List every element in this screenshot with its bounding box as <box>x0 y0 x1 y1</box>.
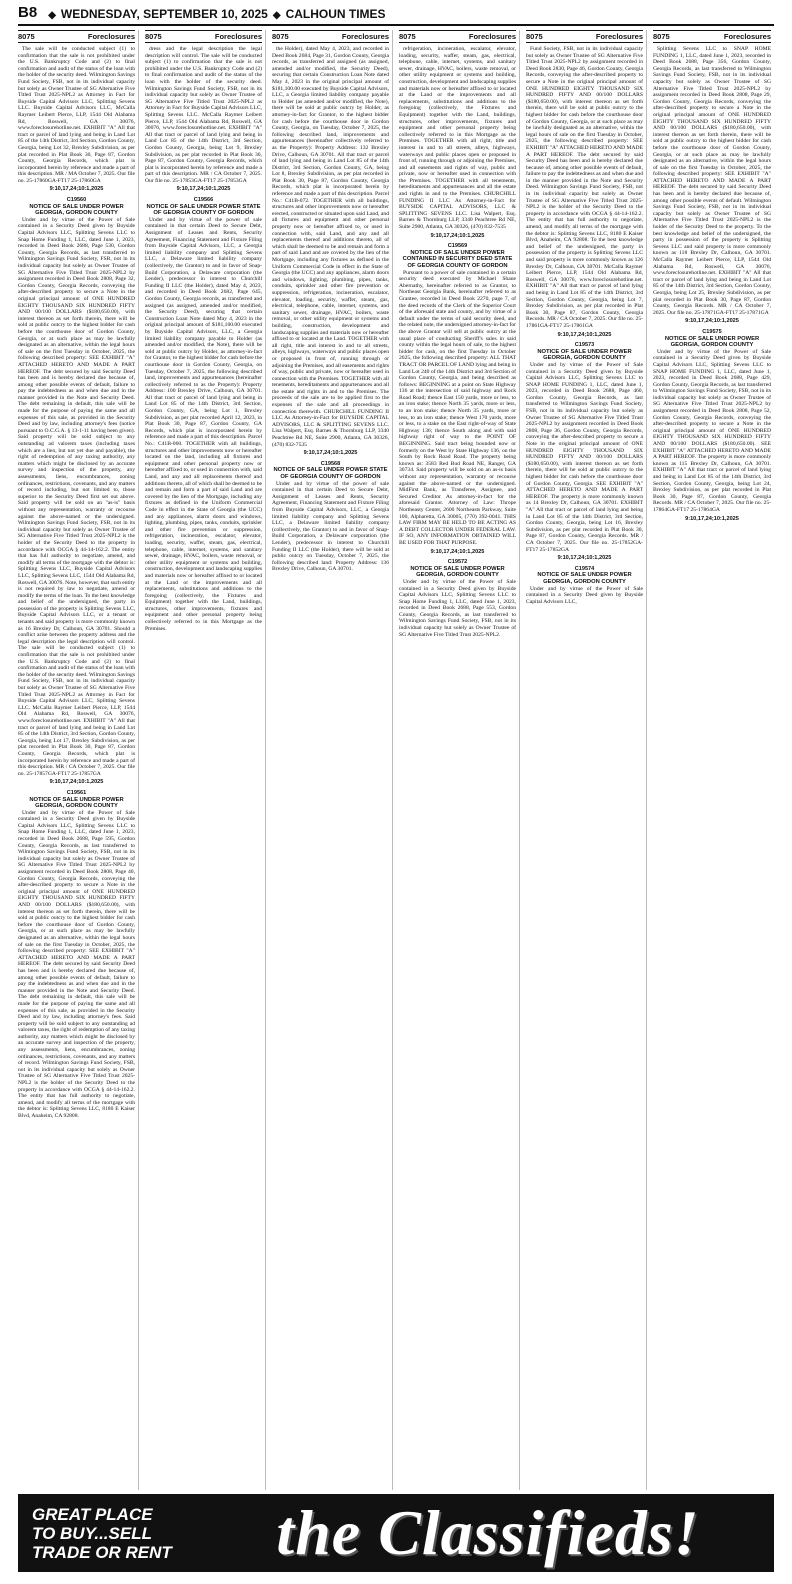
legal-notice <box>653 329 771 522</box>
run-dates: 9:10,17,24;10:1,2025 <box>557 331 612 338</box>
notice-title: NOTICE OF SALE UNDER POWER GEORGIA, GORDON COUNTY <box>664 335 760 349</box>
legal-notice <box>18 197 135 786</box>
notice-body: refrigeration, incineration, escalator, elevator, loading, security, waffer, steam, gas, electrical, telephone, cable, internet, systems, and sanitary sewer, drainage, HVAC, boilers, waste removal, or other utility equipment or systems and building, construction, development and landscaping supplies and materials now or hereafter affixed to or located at the Land or the improvements and all replacements, substitutions and additions to the foregoing (collectively, the Fixtures and Equipment) together with the Land, buildings, structures, other improvements, fixtures and equipment and other personal property being collectively referred to in this Mortgage as the Premises. TOGETHER with all right, title and interest in and to all streets, alleys, highways, waterways and public places open or proposed in front of, running through or adjoining the Premises, and all easements and rights of way, public and private, now or hereafter used in connection with the Premises. TOGETHER with all tenements, hereditaments and appurtenances and all the estate and rights in and to the Premises. CHURCHILL FUNDING II LLC As Attorney-in-Fact for BUYSIDE CAPITAL ADVISORS, LLC & SPLITTING SEVENS LLC. Lisa Walpert, Esq. Barnes & Thornburg LLP, 3340 Peachtree Rd NE, Suite 2900, Atlanta, GA 30326, (470) 832-7535 <box>399 46 516 231</box>
column-header <box>272 30 389 43</box>
notice-id: C19568 <box>320 460 341 467</box>
slogan-line: GREAT PLACE <box>32 1504 153 1524</box>
notice-body: Under and by virtue of the Power of Sale contained in a Security Deed given by Buyside Capital Advisors LLC, Splitting Sevens LLC to Snap Home Funding 1, LLC, dated June 1, 2023, recorded in Deed Book 2688, Page 595, Gordon County, Georgia Records, as last transferred to Wilmington Savings Fund Society, FSB, not in its individual capacity but solely as Owner Trustee of SG Alternative Five Titled Trust 2025-NPL2 by assignment recorded in Deed Book 2808, Page 40, Gordon County, Georgia Records, conveying the after-described property to secure a Note in the original principal amount of ONE HUNDRED EIGHTY THOUSAND SIX HUNDRED FIFTY AND 00/100 DOLLARS ($180,650.00), with interest thereon as set forth therein, there will be sold at public outcry to the highest bidder for cash before the courthouse door of Gordon County, Georgia, or at such place as may be lawfully designated as an alternative, within the legal hours of sale on the first Tuesday in October, 2025, the following described property: SEE EXHIBIT "A" ATTACHED HERETO AND MADE A PART HEREOF. The debt secured by said Security Deed has been and is hereby declared due because of, among other possible events of default, failure to pay the indebtedness as and when due and in the manner provided in the Note and Security Deed. The debt remaining in default, this sale will be made for the purpose of paying the same and all expenses of this sale, as provided in the Security Deed and by law, including attorney's fees. Said property will be sold subject to any outstanding ad valorem taxes, the right of redemption of any taxing authority, any matters which might be disclosed by an accurate survey and inspection of the property, any assessments, liens, encumbrances, zoning ordinances, restrictions, covenants, and any matters of record. Wilmington Savings Fund Society, FSB, not in its individual capacity but solely as Owner Trustee of SG Alternative Five Titled Trust 2025-NPL2 is the holder of the Security Deed to the property in accordance with OCGA § 44-14-162.2. The entity that has full authority to negotiate, amend, and modify all terms of the mortgage with the debtor is: Splitting Sevens LLC, 8180 E Kaiser Blvd, Anaheim, CA 92808. <box>18 809 135 1119</box>
page-number: B8 <box>18 4 38 21</box>
category-label: Foreclosures <box>595 32 643 41</box>
legal-notice <box>272 46 389 457</box>
notice-title: NOTICE OF SALE UNDER POWER GEORGIA, GORDON COUNTY <box>410 565 505 579</box>
notice-id: C19572 <box>447 559 468 566</box>
notice-body: the Holder), dated May 4, 2023, and recorded in Deed Book 2684, Page 31, Gordon County, Georgia records, as transferred and assigned (as assigned, amended and/or modified, the Security Deed), securing that certain Construction Loan Note dated May 4, 2023 in the original principal amount of $181,100.00 executed by Buyside Capital Advisors, LLC, a Georgia limited liability company payable to Holder (as amended and/or modified, the Note), there will be sold at public outcry by Holder, as attorney-in-fact for Grantor, to the highest bidder for cash before the courthouse door in Gordon County, Georgia, on Tuesday, October 7, 2025, the following described land, improvements and appurtenances (hereinafter collectively referred to as the Property): Property Address: 132 Brexley Drive, Calhoun, GA 30701. All that tract or parcel of land lying and being in Land Lot 85 of the 14th District, 3rd Section, Gordon County, GA, being Lot 8, Brexley Subdivision, as per plat recorded in Plat Book 30, Page 87, Gordon County, Georgia Records, which plat is incorporated herein by reference and made a part of this description. Parcel No.: C41B-072. TOGETHER with all buildings, structures and other improvements now or hereafter erected, constructed or situated upon said Land, and all fixtures and equipment and other personal property now or hereafter affixed to, or used in connection with, said Land, and any and all replacements thereof and additions thereto, all of which shall be deemed to be and remain and form a part of said Land and are covered by the lien of the Mortgage, including any fixtures as defined in the Uniform Commercial Code in effect in the State of Georgia (the UCC) and any appliances, alarm doors and windows, lighting, plumbing, pipes, tanks, conduits, sprinkler and other fire prevention or suppression, refrigeration, incineration, escalator, elevator, loading, security, waffer, steam, gas, electrical, telephone, cable, internet, systems, and sanitary sewer, drainage, HVAC, boilers, waste removal, or other utility equipment or systems and building, construction, development and landscaping supplies and materials now or hereafter affixed to or located at the Land. TOGETHER with all right, title and interest in and to all streets, alleys, highways, waterways and public places open or proposed in front of, running through or adjoining the Premises, and all easements and rights of way, public and private, now or hereafter used in connection with the Premises. TOGETHER with all tenements, hereditaments and appurtenances and all the estate and rights in and to the Premises. The proceeds of the sale are to be applied first to the expenses of the sale and all proceedings in connection therewith. CHURCHILL FUNDING II LLC As Attorney-in-Fact for BUYSIDE CAPITAL ADVISORS, LLC & SPLITTING SEVENS LLC. Lisa Walpert, Esq. Barnes & Thornburg LLP, 3340 Peachtree Rd NE, Suite 2900, Atlanta, GA 30326, (470) 832-7535 <box>272 46 389 448</box>
banner-slogan <box>18 1505 202 1562</box>
diamond-icon: ◆ <box>48 10 56 21</box>
legal-notice-columns <box>18 30 774 1490</box>
notice-body: Under and by virtue of the Power of Sale contained in a Security Deed given by Buyside Capital Advisors LLC, Splitting Sevens LLC to Snap Home Funding 1, LLC, dated June 1, 2023, recorded in Deed Book 2688, Page 553, Gordon County, Georgia Records, as last transferred to Wilmington Savings Fund Society, FSB, not in its individual capacity but solely as Owner Trustee of SG Alternative Five Titled Trust 2025-NPL2. <box>399 578 516 638</box>
notice-body: dress and the legal description the legal description will control. The sale will be conducted subject (1) to confirmation that the sale is not prohibited under the U.S. Bankruptcy Code and (2) to final confirmation and audit of the status of the loan with the holder of the security deed. Wilmington Savings Fund Society, FSB, not in its individual capacity but solely as Owner Trustee of SG Alternative Five Titled Trust 2025-NPL2 as Attorney in Fact for Buyside Capital Advisors LLC, Splitting Sevens LLC. McCalla Raymer Leibert Pierce, LLP, 1544 Old Alabama Rd, Roswell, GA 30076, www.foreclosurehotline.net. EXHIBIT "A" All that tract or parcel of land lying and being in Land Lot 85 of the 14th District, 3rd Section, Gordon County, Georgia, being Lot 9, Brexley Subdivision, as per plat recorded in Plat Book 30, Page 87, Gordon County, Georgia Records, which plat is incorporated herein by reference and made a part of this description. MR / CA October 7, 2025. Our file no. 25-17853GA-FT17 25-17853GA <box>145 46 262 184</box>
masthead <box>18 4 774 26</box>
category-label: Foreclosures <box>723 32 771 41</box>
notice-title: NOTICE OF SALE UNDER POWER CONTAINED IN SECURITY DEED STATE OF GEORGIA COUNTY OF GORDON <box>402 249 513 269</box>
legal-notice <box>399 46 516 239</box>
category-code: 8075 <box>272 32 289 41</box>
column-header <box>145 30 262 43</box>
run-dates: 9:10,17,24;10:1,2025 <box>557 555 612 562</box>
notice-body: Fund Society, FSB, not in its individual capacity but solely as Owner Trustee of SG Alternative Five Titled Trust 2025-NPL2 by assignment recorded in Deed Book 2830, Page 46, Gordon County, Georgia Records, conveying the after-described property to secure a Note in the original principal amount of ONE HUNDRED EIGHTY THOUSAND SIX HUNDRED FIFTY AND 00/100 DOLLARS ($180,650.00), with interest thereon as set forth therein, there will be sold at public outcry to the highest bidder for cash before the courthouse door of Gordon County, Georgia, or at such place as may be lawfully designated as an alternative, within the legal hours of sale on the first Tuesday in October, 2025, the following described property: SEE EXHIBIT "A" ATTACHED HERETO AND MADE A PART HEREOF. The debt secured by said Security Deed has been and is hereby declared due because of, among other possible events of default, failure to pay the indebtedness as and when due and in the manner provided in the Note and Security Deed. Wilmington Savings Fund Society, FSB, not in its individual capacity but solely as Owner Trustee of SG Alternative Five Titled Trust 2025-NPL2 is the holder of the Security Deed to the property in accordance with OCGA § 44-14-162.2. The entity that has full authority to negotiate, amend, and modify all terms of the mortgage with the debtor is: Splitting Sevens LLC, 8180 E Kaiser Blvd, Anaheim, CA 92808. To the best knowledge and belief of the undersigned, the party in possession of the property is Splitting Sevens LLC and said property is more commonly known as 126 Brexley Dr, Calhoun, GA 30701. McCalla Raymer Leibert Pierce, LLP, 1544 Old Alabama Rd, Roswell, GA 30076, www.foreclosurehotline.net. EXHIBIT "A" All that tract or parcel of land lying and being in Land Lot 85 of the 14th District, 3rd Section, Gordon County, Georgia, being Lot 7, Brexley Subdivision, as per plat recorded in Plat Book 30, Page 87, Gordon County, Georgia Records. MR / CA October 7, 2025. Our file no. 25-17861GA-FT17 25-17861GA <box>526 46 643 329</box>
slogan-line: TRADE OR RENT <box>32 1542 172 1562</box>
notice-title: NOTICE OF SALE UNDER POWER GEORGIA, GORDON COUNTY <box>537 572 632 585</box>
banner-title: the Classifieds! <box>276 1497 700 1568</box>
notice-title: NOTICE OF SALE UNDER POWER GEORGIA, GORDON COUNTY <box>537 348 632 362</box>
category-code: 8075 <box>399 32 416 41</box>
legal-notice <box>145 197 262 632</box>
legal-notice <box>399 559 516 638</box>
run-dates: 9:10,17,24;10:1,2025 <box>685 515 739 522</box>
category-label: Foreclosures <box>214 32 262 41</box>
notice-body: Under and by virtue of the Power of Sale contained in a Security Deed given by Buyside Capital Advisors LLC, Splitting Sevens LLC to Snap Home Funding 1, LLC, dated June 1, 2023, recorded in Deed Book 2688, Page 530, Gordon County, Georgia Records, as last transferred to Wilmington Savings Fund Society, FSB, not in its individual capacity but solely as Owner Trustee of SG Alternative Five Titled Trust 2025-NPL2 by assignment recorded in Deed Book 2808, Page 32, Gordon County, Georgia Records, conveying the after-described property to secure a Note in the original principal amount of ONE HUNDRED EIGHTY THOUSAND SIX HUNDRED FIFTY AND 00/100 DOLLARS ($180,650.00), with interest thereon as set forth therein, there will be sold at public outcry to the highest bidder for cash before the courthouse door of Gordon County, Georgia, or at such place as may be lawfully designated as an alternative, within the legal hours of sale on the first Tuesday in October, 2025, the following described property: SEE EXHIBIT "A" ATTACHED HERETO AND MADE A PART HEREOF. The debt secured by said Security Deed has been and is hereby declared due because of, among other possible events of default, failure to pay the indebtedness as and when due and in the manner provided in the Note and Security Deed. The debt remaining in default, this sale will be made for the purpose of paying the same and all expenses of this sale, as provided in the Security Deed and by law, including attorney's fees (notice pursuant to O.C.G.A. § 13-1-11 having been given). Said property will be sold subject to any outstanding ad valorem taxes (including taxes which are a lien, but not yet due and payable), the right of redemption of any taxing authority, any matters which might be disclosed by an accurate survey and inspection of the property, any assessments, liens, encumbrances, zoning ordinances, restrictions, covenants, and any matters of record including, but not limited to, those superior to the Security Deed first set out above. Said property will be sold on an "as-is" basis without any representation, warranty or recourse against the above-named or the undersigned. Wilmington Savings Fund Society, FSB, not in its individual capacity but solely as Owner Trustee of SG Alternative Five Titled Trust 2025-NPL2 is the holder of the Security Deed to the property in accordance with OCGA § 44-14-162.2. The entity that has full authority to negotiate, amend, and modify all terms of the mortgage with the debtor is: Splitting Sevens LLC, Buyside Capital Advisors LLC, Splitting Sevens LLC, 1544 Old Alabama Rd, Roswell, GA 30076. Note, however, that such entity is not required by law to negotiate, amend or modify the terms of the loan. To the best knowledge and belief of the undersigned, the party in possession of the property is Splitting Sevens LLC, Buyside Capital Advisors LLC, or a tenant or tenants and said property is more commonly known as 16 Brexley Dr, Calhoun, GA 30701. Should a conflict arise between the property address and the legal description the legal description will control. The sale will be conducted subject (1) to confirmation that the sale is not prohibited under the U.S. Bankruptcy Code and (2) to final confirmation and audit of the status of the loan with the holder of the security deed. Wilmington Savings Fund Society, FSB, not in its individual capacity but solely as Owner Trustee of SG Alternative Five Titled Trust 2025-NPL2 as Attorney in Fact for Buyside Capital Advisors LLC, Splitting Sevens LLC. McCalla Raymer Leibert Pierce, LLP, 1544 Old Alabama Rd, Roswell, GA 30076, www.foreclosurehotline.net. EXHIBIT "A" All that tract or parcel of land lying and being in Land Lot 85 of the 14th District, 3rd Section, Gordon County, Georgia, being Lot 17, Brexley Subdivision, as per plat recorded in Plat Book 30, Page 87, Gordon County, Georgia Records, which plat is incorporated herein by reference and made a part of this description. MR / CA October 7, 2025. Our file no. 25-17857GA-FT17 25-17857GA <box>18 216 135 777</box>
notice-column <box>653 30 774 1490</box>
legal-notice <box>526 46 643 338</box>
notice-id: C19569 <box>447 243 468 250</box>
notice-title: NOTICE OF SALE UNDER POWER GEORGIA, GORDON COUNTY <box>29 203 124 217</box>
run-dates: 9:10,17,24;10:1,2025 <box>49 186 104 193</box>
run-dates: 9:10,17,24;10:1,2025 <box>176 186 231 193</box>
legal-notice <box>526 566 643 606</box>
category-code: 8075 <box>526 32 543 41</box>
issue-date: WEDNESDAY, SEPTEMBER 10, 2025 <box>60 7 268 21</box>
legal-notice <box>18 790 135 1120</box>
classifieds-banner <box>18 1494 774 1572</box>
notice-body: Under and by virtue of the Power of Sale contained in a Security Deed given by Buyside Capital Advisors LLC, Splitting Sevens LLC to SNAP HOME FUNDING 1, LLC, dated June 1, 2023, recorded in Deed Book 2688, Page 429, Gordon County, Georgia Records, as last transferred to Wilmington Savings Fund Society, FSB, not in its individual capacity but solely as Owner Trustee of SG Alternative Five Titled Trust 2025-NPL2 by assignment recorded in Deed Book 2808, Page 52, Gordon County, Georgia Records, conveying the after-described property to secure a Note in the original principal amount of ONE HUNDRED EIGHTY THOUSAND SIX HUNDRED FIFTY AND 00/100 DOLLARS ($180,650.00). SEE EXHIBIT "A" ATTACHED HERETO AND MADE A PART HEREOF. The property is more commonly known as 115 Brexley Dr, Calhoun, GA 30701. EXHIBIT "A" All that tract or parcel of land lying and being in Land Lot 85 of the 14th District, 3rd Section, Gordon County, Georgia, being Lot 24, Brexley Subdivision, as per plat recorded in Plat Book 30, Page 87, Gordon County, Georgia Records. MR / CA October 7, 2025. Our file no. 25-17864GA-FT17 25-17864GA <box>653 348 771 513</box>
column-header <box>526 30 643 43</box>
notice-column <box>399 30 520 1490</box>
legal-notice <box>145 46 262 193</box>
notice-body: Under and by virtue of the Power of Sale contained in a Security Deed given by Buyside Capital Advisors LLC, Splitting Sevens LLC to SNAP HOME FUNDING 1, LLC, dated June 1, 2023, recorded in Deed Book 2688, Page 460, Gordon County, Georgia Records, as last transferred to Wilmington Savings Fund Society, FSB, not in its individual capacity but solely as Owner Trustee of SG Alternative Five Titled Trust 2025-NPL2 by assignment recorded in Deed Book 2808, Page 36, Gordon County, Georgia Records, conveying the after-described property to secure a Note in the original principal amount of ONE HUNDRED EIGHTY THOUSAND SIX HUNDRED FIFTY AND 00/100 DOLLARS ($180,650.00), with interest thereon as set forth therein, there will be sold at public outcry to the highest bidder for cash before the courthouse door of Gordon County, Georgia. SEE EXHIBIT "A" ATTACHED HERETO AND MADE A PART HEREOF. The property is more commonly known as 14 Brexley Dr, Calhoun, GA 30701. EXHIBIT "A" All that tract or parcel of land lying and being in Land Lot 85 of the 14th District, 3rd Section, Gordon County, Georgia, being Lot 16, Brexley Subdivision, as per plat recorded in Plat Book 30, Page 87, Gordon County, Georgia Records. MR / CA October 7, 2025. Our file no. 25-17852GA-FT17 25-17852GA <box>526 361 643 553</box>
notice-body: Under and by virtue of the Power of Sale contained in a Security Deed given by Buyside Capital Advisors LLC, <box>526 585 643 605</box>
slogan-line: TO BUY...SELL <box>32 1523 152 1543</box>
notice-body: The sale will be conducted subject (1) to confirmation that the sale is not prohibited under the U.S. Bankruptcy Code and (2) to final confirmation and audit of the status of the loan with the holder of the security deed. Wilmington Savings Fund Society, FSB, not in its individual capacity but solely as Owner Trustee of SG Alternative Five Titled Trust 2025-NPL2 as Attorney in Fact for Buyside Capital Advisors LLC, Splitting Sevens LLC. Buyside Capital Advisors LLC, McCalla Raymer Leibert Pierce, LLP, 1544 Old Alabama Rd, Roswell, GA 30076, www.foreclosurehotline.net. EXHIBIT "A" All that tract or parcel of land lying and being in Land Lot 85 of the 14th District, 3rd Section, Gordon County, Georgia, being Lot 32, Brexley Subdivision, as per plat recorded in Plat Book 30, Page 87, Gordon County, Georgia Records, which plat is incorporated herein by reference and made a part of this description. MR / MA October 7, 2025. Our file no. 25-17860GA-FT17 25-17860GA <box>18 46 135 184</box>
run-dates: 9:10,17,24;10:1,2025 <box>685 318 739 325</box>
notice-title: NOTICE OF SALE UNDER POWER STATE OF GEORGIA COUNTY OF GORDON <box>146 203 261 217</box>
column-header <box>653 30 771 43</box>
notice-column <box>272 30 393 1490</box>
run-dates: 9:10,17,24;10:1,2025 <box>303 450 358 457</box>
legal-notice <box>399 243 516 555</box>
category-label: Foreclosures <box>87 32 135 41</box>
notice-id: C19574 <box>574 565 595 572</box>
category-label: Foreclosures <box>468 32 516 41</box>
notice-id: C19566 <box>193 197 214 204</box>
notice-id: C19575 <box>702 328 722 335</box>
notice-body: Splitting Sevens LLC to SNAP HOME FUNDING 1, LLC, dated June 1, 2023, recorded in Deed Book 2688, Page 356, Gordon County, Georgia Records, as last transferred to Wilmington Savings Fund Society, FSB, not in its individual capacity but solely as Owner Trustee of SG Alternative Five Titled Trust 2025-NPL2 by assignment recorded in Deed Book 2808, Page 29, Gordon County, Georgia Records, conveying the after-described property to secure a Note in the original principal amount of ONE HUNDRED EIGHTY THOUSAND SIX HUNDRED FIFTY AND 00/100 DOLLARS ($180,650.00), with interest thereon as set forth therein, there will be sold at public outcry to the highest bidder for cash before the courthouse door of Gordon County, Georgia, or at such place as may be lawfully designated as an alternative, within the legal hours of sale on the first Tuesday in October, 2025, the following described property: SEE EXHIBIT "A" ATTACHED HERETO AND MADE A PART HEREOF. The debt secured by said Security Deed has been and is hereby declared due because of, among other possible events of default. Wilmington Savings Fund Society, FSB, not in its individual capacity but solely as Owner Trustee of SG Alternative Five Titled Trust 2025-NPL2 is the holder of the Security Deed to the property. To the best knowledge and belief of the undersigned, the party in possession of the property is Splitting Sevens LLC and said property is more commonly known as 118 Brexley Dr, Calhoun, GA 30701. McCalla Raymer Leibert Pierce, LLP, 1544 Old Alabama Rd, Roswell, GA 30076, www.foreclosurehotline.net. EXHIBIT "A" All that tract or parcel of land lying and being in Land Lot 85 of the 14th District, 3rd Section, Gordon County, Georgia, being Lot 25, Brexley Subdivision, as per plat recorded in Plat Book 30, Page 87, Gordon County, Georgia Records. MR / CA October 7, 2025. Our file no. 25-17871GA-FT17 25-17871GA <box>653 46 771 316</box>
notice-body: Pursuant to a power of sale contained in a certain security deed executed by Michael Shane Abernathy, hereinafter referred to as Grantor, to Northeast Georgia Bank, hereinafter referred to as Grantee, recorded in Deed Book 2270, page 7, of the deed records of the Clerk of the Superior Court of the aforesaid state and county, and by virtue of a default under the terms of said security deed, and the related note, the undersigned attorney-in-fact for the above Grantor will sell at public outcry at the usual place of conducting Sheriff's sales in said county within the legal hours of sale, to the highest bidder for cash, on the first Tuesday in October 2025, the following described property: ALL THAT TRACT OR PARCEL OF LAND lying and being in Land Lot 240 of the 14th District and 3rd Section of Gordon County, Georgia, and being described as follows: BEGINNING at a point on State Highway 136 at the intersection of said highway and Rock Road Road; thence East 150 yards, more or less, to an iron stake; thence North 35 yards, more or less, to an iron stake; thence North 35 yards, more or less, to an iron stake; thence West 170 yards, more or less, to a stake on the East right-of-way of State Highway 136; thence South along and with said highway right of way to the POINT OF BEGINNING. Said tract being bounded now or formerly on the West by State Highway 136, on the South by Rock Road Road. The property being known as: 3583 Red Bud Road NE, Ranger, GA 30734. Said property will be sold on an as-is basis without any representation, warranty or recourse against the above-named or the undersigned. MidFirst Bank, as Transferee, Assignee, and Secured Creditor As attorney-in-fact for the aforesaid Grantor. Attorney of Law: Thrope Northeasty Center, 2600 Northeasts Parkway, Suite 100, Alpharetta, GA 30005, (770) 392-0041. THIS LAW FIRM MAY BE HELD TO BE ACTING AS A DEBT COLLECTOR UNDER FEDERAL LAW. IF SO, ANY INFORMATION OBTAINED WILL BE USED FOR THAT PURPOSE. <box>399 269 516 546</box>
legal-notice <box>526 342 643 562</box>
notice-id: C19560 <box>66 197 87 204</box>
notice-column <box>18 30 139 1490</box>
column-header <box>18 30 135 43</box>
legal-notice <box>18 46 135 193</box>
notice-column <box>145 30 266 1490</box>
run-dates: 9:10,17,24;10:1,2025 <box>430 548 485 555</box>
diamond-icon: ◆ <box>272 10 281 21</box>
notice-column <box>526 30 647 1490</box>
legal-notice <box>653 46 771 325</box>
notice-body: Under and by virtue of the power of sale contained in that certain Deed to Secure Debt, Assignment of Leases and Rents, Security Agreement, Financing Statement and Fixture Filing from Buyside Capital Advisors, LLC, a Georgia limited liability company and Splitting Sevens LLC, a Delaware limited liability company (collectively, the Grantor) to and in favor of Snap-Build Corporation, a Delaware corporation (the Lender), predecessor in interest to Churchill Funding II LLC (the Holder), dated May 4, 2023, and recorded in Deed Book 2682, Page 645, Gordon County, Georgia records, as transferred and assigned (as assigned, amended and/or modified, the Security Deed), securing that certain Construction Loan Note dated May 4, 2023 in the original principal amount of $181,100.00 executed by Buyside Capital Advisors, LLC, a Georgia limited liability company payable to Holder (as amended and/or modified, the Note), there will be sold at public outcry by Holder, as attorney-in-fact for Grantor, to the highest bidder for cash before the courthouse door in Gordon County, Georgia, on Tuesday, October 7, 2025, the following described land, improvements and appurtenances (hereinafter collectively referred to as the Property): Property Address: 100 Brexley Drive, Calhoun, GA 30701. All that tract or parcel of land lying and being in Land Lot 85 of the 14th District, 3rd Section, Gordon County, GA, being Lot 1, Brexley Subdivision, as per plat recorded April 12, 2023, in Plat Book 30, Page 87, Gordon County, GA Records, which plat is incorporated herein by reference and made a part of this description. Parcel No.: C41B-060. TOGETHER with all buildings, structures and other improvements now or hereafter located on the land, including all fixtures and equipment and other personal property now or hereafter affixed to, or used in connection with, said Land, and any and all replacements thereof and additions thereto, all of which shall be deemed to be and remain and form a part of said Land and are covered by the lien of the Mortgage, including any fixtures as defined in the Uniform Commercial Code in effect in the State of Georgia (the UCC) and any appliances, alarm doors and windows, lighting, plumbing, pipes, tanks, conduits, sprinkler and other fire prevention or suppression, refrigeration, incineration, escalator, elevator, loading, security, waffer, steam, gas, electrical, telephone, cable, internet, systems, and sanitary sewer, drainage, HVAC, boilers, waste removal, or other utility equipment or systems and building, construction, development and landscaping supplies and materials now or hereafter affixed to or located at the Land or the improvements and all replacements, substitutions and additions to the foregoing (collectively, the Fixtures and Equipment) together with the Land, buildings, structures, other improvements, fixtures and equipment and other personal property being collectively referred to in this Mortgage as the Premises. <box>145 216 262 632</box>
category-label: Foreclosures <box>341 32 389 41</box>
run-dates: 9:10,17,24;10:1,2025 <box>49 779 104 786</box>
paper-name: CALHOUN TIMES <box>285 7 386 21</box>
category-code: 8075 <box>18 32 35 41</box>
category-code: 8075 <box>653 32 670 41</box>
notice-body: Under and by virtue of the power of sale contained in that certain Deed to Secure Debt, Assignment of Leases and Rents, Security Agreement, Financing Statement and Fixture Filing from Buyside Capital Advisors, LLC, a Georgia limited liability company and Splitting Sevens LLC, a Delaware limited liability company (collectively, the Grantor) to and in favor of Snap-Build Corporation, a Delaware corporation (the Lender), predecessor in interest to Churchill Funding II LLC (the Holder), there will be sold at public outcry on Tuesday, October 7, 2025, the following described land: Property Address: 136 Brexley Drive, Calhoun, GA 30701. <box>272 480 389 573</box>
notice-id: C19573 <box>574 342 595 349</box>
category-code: 8075 <box>145 32 162 41</box>
legal-notice <box>272 461 389 573</box>
notice-title: NOTICE OF SALE UNDER POWER GEORGIA, GORDON COUNTY <box>29 796 124 810</box>
notice-title: NOTICE OF SALE UNDER POWER STATE OF GEORGIA COUNTY OF GORDON <box>273 467 388 480</box>
column-header <box>399 30 516 43</box>
run-dates: 9:10,17,24;10:1,2025 <box>430 232 485 239</box>
notice-id: C19561 <box>66 789 87 796</box>
